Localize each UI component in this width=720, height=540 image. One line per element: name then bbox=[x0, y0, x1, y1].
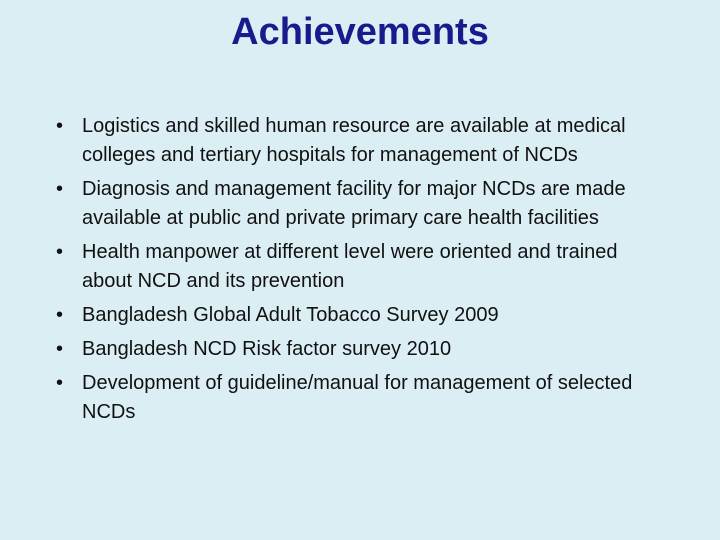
bullet-text: Diagnosis and management facility for major NCDs are made available at public and private primary care health facilities bbox=[82, 178, 626, 229]
bullet-marker: • bbox=[56, 338, 64, 360]
bullet-item bbox=[52, 369, 662, 427]
bullet-marker: • bbox=[56, 178, 64, 200]
bullet-marker: • bbox=[56, 115, 64, 137]
bullet-item bbox=[52, 112, 662, 170]
bullet-text: Development of guideline/manual for management of selected NCDs bbox=[82, 372, 633, 423]
bullet-text: Logistics and skilled human resource are available at medical colleges and tertiary hospitals for management of NCDs bbox=[82, 115, 626, 166]
bullet-item bbox=[52, 301, 662, 330]
bullet-item bbox=[52, 238, 662, 296]
bullet-list bbox=[52, 112, 662, 432]
slide-title: Achievements bbox=[231, 11, 489, 53]
bullet-text: Health manpower at different level were oriented and trained about NCD and its prevention bbox=[82, 241, 618, 292]
bullet-marker: • bbox=[56, 304, 64, 326]
bullet-item bbox=[52, 175, 662, 233]
bullet-marker: • bbox=[56, 372, 64, 394]
bullet-marker: • bbox=[56, 241, 64, 263]
bullet-text: Bangladesh NCD Risk factor survey 2010 bbox=[82, 338, 452, 360]
bullet-item bbox=[52, 335, 662, 364]
bullet-text: Bangladesh Global Adult Tobacco Survey 2009 bbox=[82, 304, 499, 326]
